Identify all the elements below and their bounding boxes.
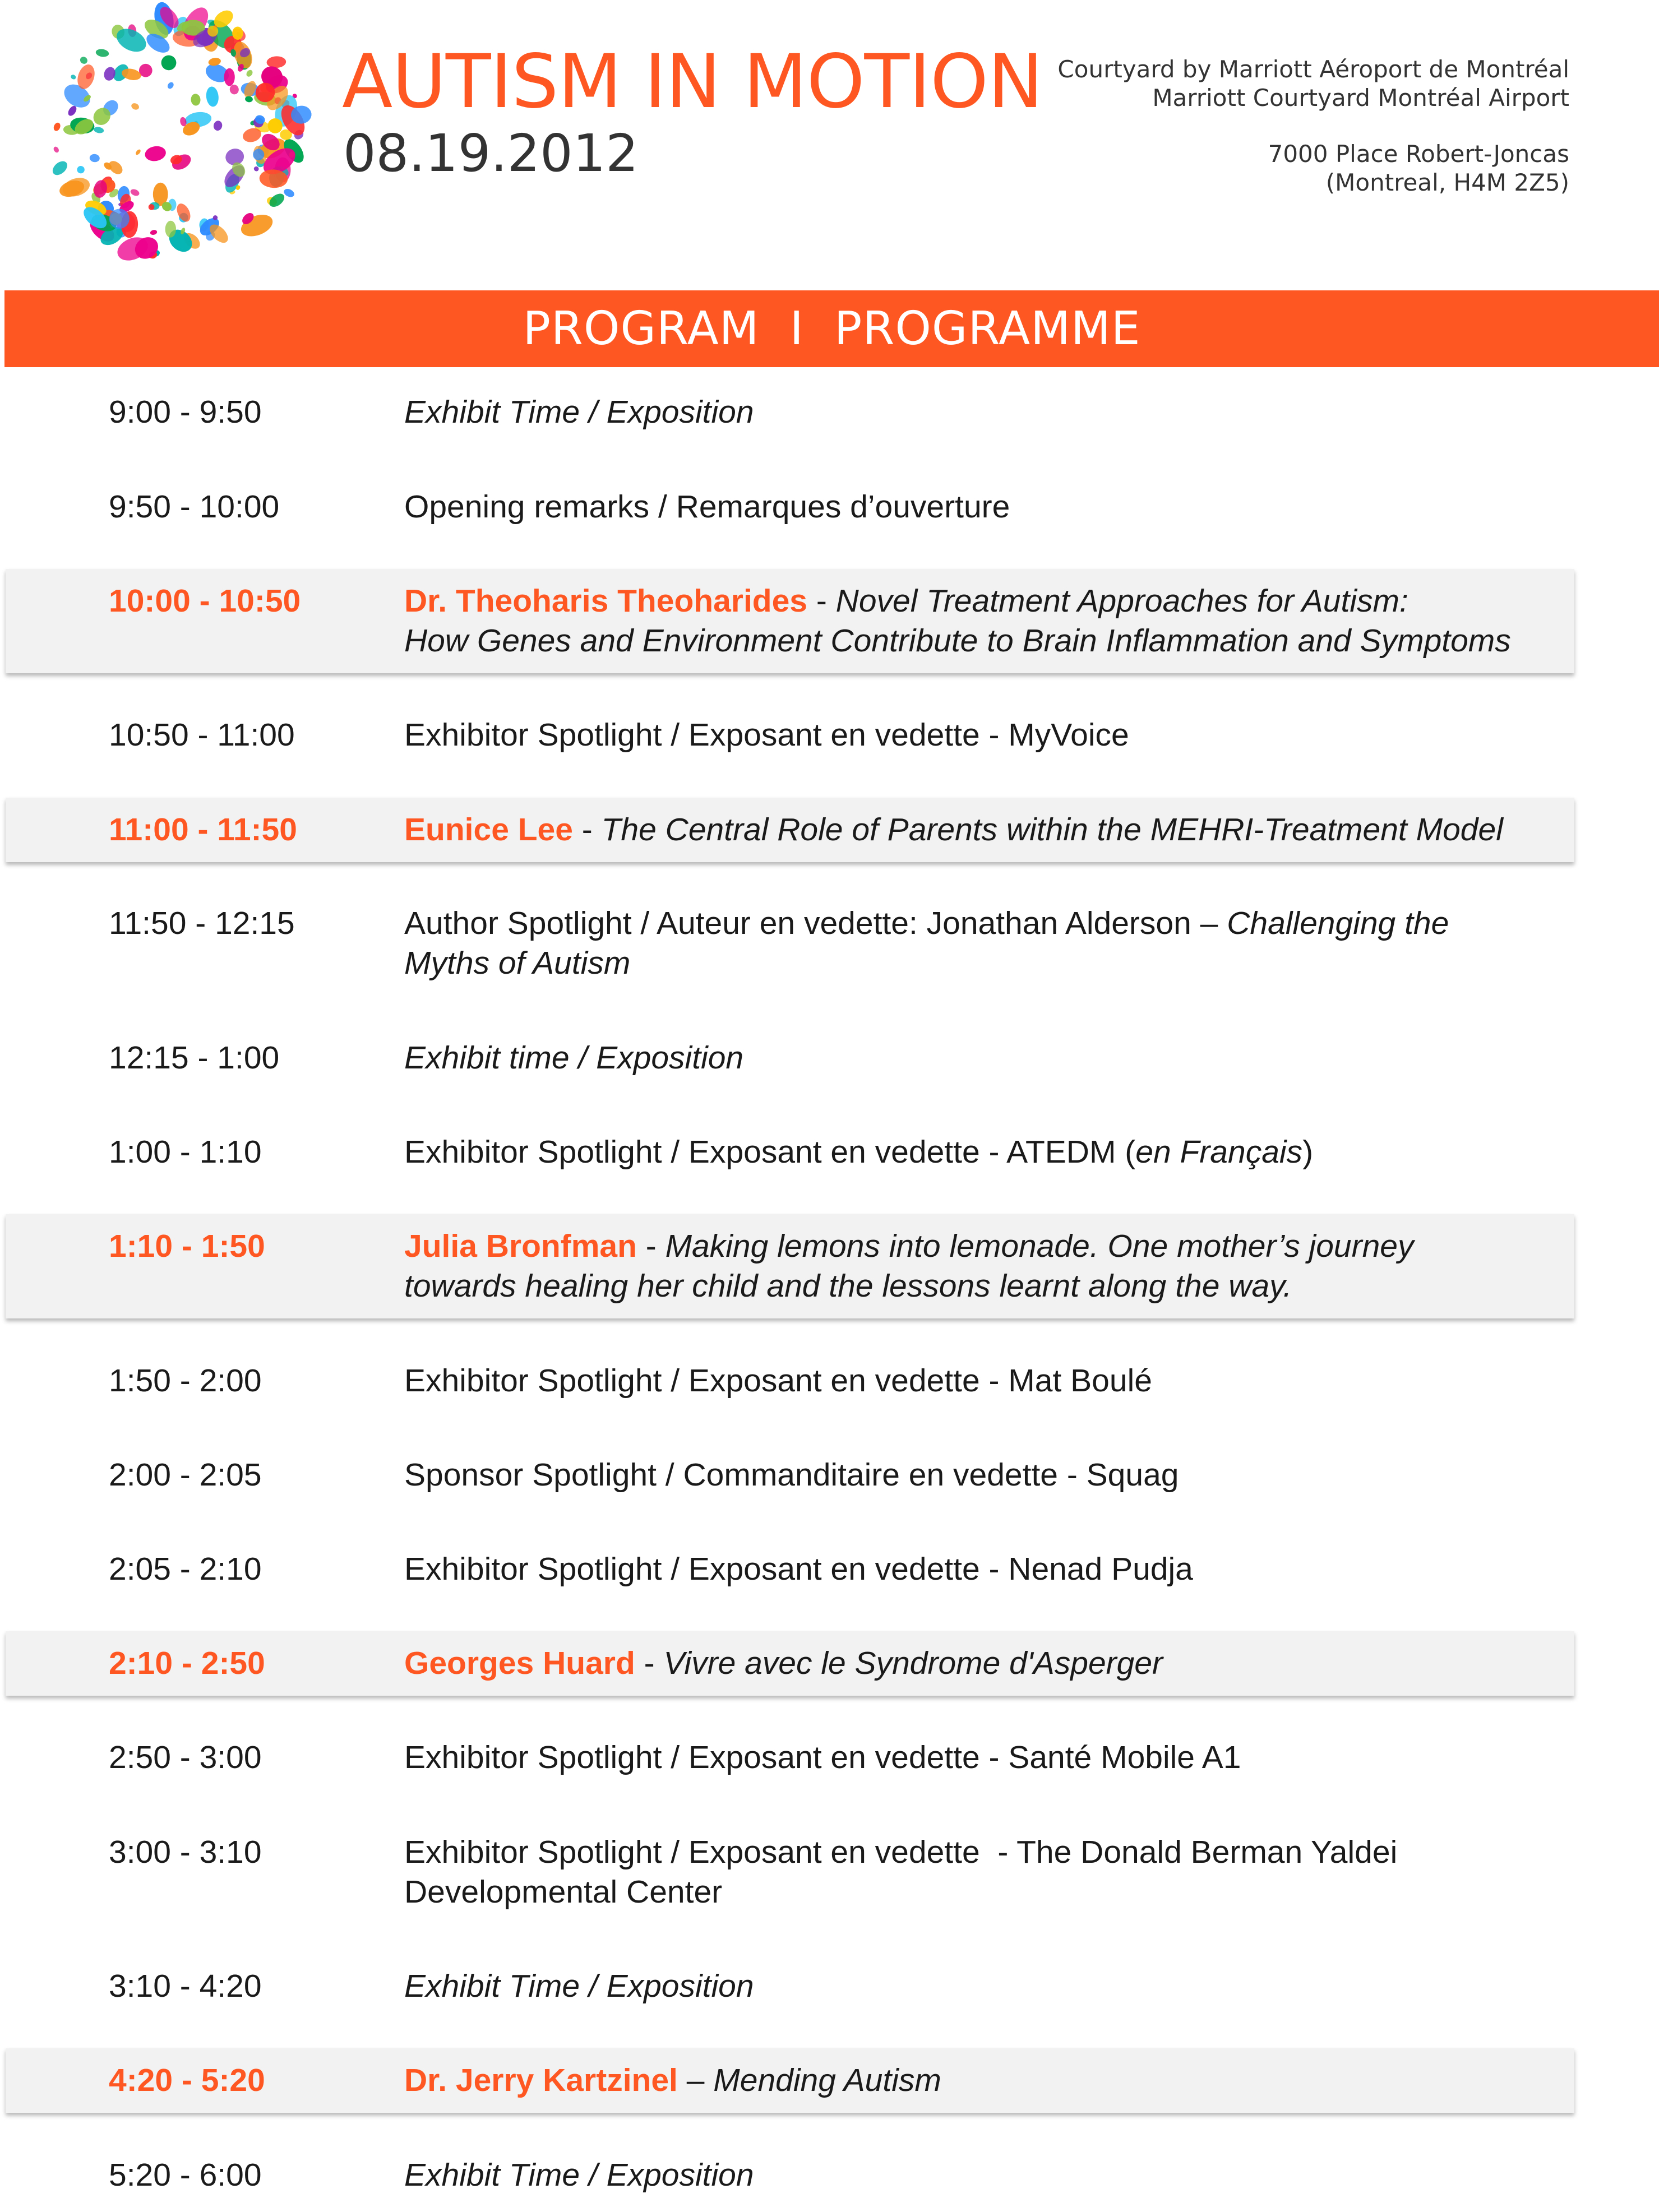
schedule-description — [404, 1738, 1570, 1778]
speaker-name: Dr. Theoharis Theoharides — [404, 583, 808, 619]
logo-dot — [77, 165, 85, 174]
schedule-time: 2:00 - 2:05 — [109, 1457, 262, 1493]
globe-logo-icon — [45, 0, 314, 269]
session-text: Exhibitor Spotlight / Exposant en vedette - ATEDM ( — [404, 1134, 1136, 1170]
session-title: en Français — [1135, 1134, 1303, 1170]
schedule-description — [404, 392, 1570, 432]
session-text: Exhibitor Spotlight / Exposant en vedette - Santé Mobile A1 — [404, 1739, 1241, 1775]
schedule-row — [6, 1966, 1574, 2006]
session-text: ) — [1302, 1134, 1314, 1170]
logo-dot — [130, 188, 140, 197]
schedule-row-featured — [6, 1214, 1574, 1318]
schedule-row — [6, 1038, 1574, 1078]
schedule-time: 11:00 - 11:50 — [109, 812, 297, 848]
schedule-time: 1:50 - 2:00 — [109, 1363, 262, 1399]
session-text: - — [807, 583, 836, 619]
session-text: - — [635, 1645, 664, 1681]
session-title: The Central Role of Parents within the MEHRI-Treatment Model — [601, 812, 1503, 848]
schedule-description — [404, 487, 1570, 527]
speaker-name: Dr. Jerry Kartzinel — [404, 2062, 678, 2098]
session-text: Author Spotlight / Auteur en vedette: Jonathan Alderson – — [404, 905, 1227, 941]
session-text: Exhibitor Spotlight / Exposant en vedette - MyVoice — [404, 717, 1129, 753]
session-text: Developmental Center — [404, 1874, 723, 1910]
speaker-name: Eunice Lee — [404, 812, 573, 848]
session-title: How Genes and Environment Contribute to Brain Inflammation and Symptoms — [404, 623, 1511, 659]
schedule-description — [404, 904, 1570, 983]
schedule-time: 2:10 - 2:50 — [109, 1645, 265, 1681]
logo-dot — [95, 48, 109, 58]
schedule-row — [6, 1738, 1574, 1778]
schedule-row — [6, 392, 1574, 432]
session-title: Mending Autism — [713, 2062, 941, 2098]
session-title: Making lemons into lemonade. One mother’s journey — [665, 1228, 1414, 1264]
session-text: Opening remarks / Remarques d’ouverture — [404, 489, 1010, 525]
logo-dot — [167, 81, 175, 90]
schedule-time: 1:10 - 1:50 — [109, 1228, 265, 1264]
schedule-row-featured — [6, 569, 1574, 673]
session-text: - — [572, 812, 602, 848]
event-title: AUTISM IN MOTION — [342, 39, 1043, 125]
logo-dot — [266, 56, 286, 69]
logo-dot — [93, 126, 104, 134]
venue-name-en: Marriott Courtyard Montréal Airport — [1152, 84, 1569, 112]
schedule-row-featured — [6, 798, 1574, 862]
logo-dot — [238, 211, 275, 240]
schedule-time: 9:00 - 9:50 — [109, 394, 262, 430]
schedule-time: 4:20 - 5:20 — [109, 2062, 265, 2098]
logo-dot — [160, 54, 177, 71]
schedule-time: 2:05 - 2:10 — [109, 1551, 262, 1587]
venue-info — [953, 55, 1569, 197]
session-title: Vivre avec le Syndrome d'Asperger — [663, 1645, 1163, 1681]
speaker-name: Julia Bronfman — [404, 1228, 637, 1264]
schedule-description — [404, 1644, 1570, 1683]
session-text: - — [636, 1228, 666, 1264]
schedule-time: 2:50 - 3:00 — [109, 1739, 262, 1775]
session-title: Novel Treatment Approaches for Autism: — [835, 583, 1408, 619]
schedule-description — [404, 1132, 1570, 1172]
session-text: Exhibitor Spotlight / Exposant en vedette - Mat Boulé — [404, 1363, 1152, 1399]
event-date: 08.19.2012 — [343, 123, 639, 183]
schedule-row — [6, 1361, 1574, 1401]
logo-dot — [89, 154, 100, 163]
schedule-time: 12:15 - 1:00 — [109, 1040, 280, 1076]
schedule-row — [6, 487, 1574, 527]
schedule-description — [404, 715, 1570, 755]
schedule-time: 1:00 - 1:10 — [109, 1134, 262, 1170]
session-title: towards healing her child and the lessons learnt along the way. — [404, 1268, 1292, 1304]
schedule-time: 9:50 - 10:00 — [109, 489, 280, 525]
session-title: Exhibit time / Exposition — [404, 1040, 744, 1076]
logo-dot — [50, 159, 70, 178]
schedule-description — [404, 810, 1570, 850]
session-text: Exhibitor Spotlight / Exposant en vedette - Nenad Pudja — [404, 1551, 1193, 1587]
logo-dot — [144, 145, 167, 163]
schedule-description — [404, 1227, 1570, 1306]
logo-dot — [135, 149, 141, 156]
logo-dot — [205, 86, 219, 107]
logo-dot — [70, 74, 77, 80]
logo-dot — [191, 94, 201, 107]
schedule-time: 11:50 - 12:15 — [109, 905, 295, 941]
session-title: Challenging the — [1227, 905, 1449, 941]
session-title: Exhibit Time / Exposition — [404, 1968, 754, 2004]
program-banner-label: PROGRAM I PROGRAMME — [523, 302, 1141, 355]
logo-dot — [174, 201, 193, 224]
schedule-row — [6, 1132, 1574, 1172]
schedule-row — [6, 1455, 1574, 1495]
schedule-description — [404, 1966, 1570, 2006]
logo-dot — [130, 102, 140, 111]
session-title: Exhibit Time / Exposition — [404, 394, 754, 430]
schedule-description — [404, 2155, 1570, 2195]
schedule-description — [404, 2061, 1570, 2100]
schedule-time: 3:10 - 4:20 — [109, 1968, 262, 2004]
schedule-row — [6, 904, 1574, 983]
schedule-time: 10:00 - 10:50 — [109, 583, 301, 619]
schedule-row-featured — [6, 2048, 1574, 2113]
schedule-row — [6, 715, 1574, 755]
schedule-description — [404, 581, 1570, 661]
schedule-description — [404, 1549, 1570, 1589]
session-title: Exhibit Time / Exposition — [404, 2157, 754, 2193]
logo-dot — [53, 122, 62, 132]
session-text: – — [677, 2062, 714, 2098]
logo-dot — [224, 68, 235, 86]
schedule-time: 10:50 - 11:00 — [109, 717, 295, 753]
schedule-description — [404, 1038, 1570, 1078]
schedule-row-featured — [6, 1631, 1574, 1696]
logo-dot — [283, 187, 295, 198]
address-street: 7000 Place Robert-Joncas — [1268, 140, 1569, 168]
logo-dot — [212, 120, 223, 132]
logo-dot — [150, 229, 158, 235]
logo-dot — [53, 146, 60, 154]
schedule-row — [6, 1549, 1574, 1589]
schedule-time: 3:00 - 3:10 — [109, 1834, 262, 1870]
schedule-time: 5:20 - 6:00 — [109, 2157, 262, 2193]
schedule-description — [404, 1361, 1570, 1401]
session-text: Exhibitor Spotlight / Exposant en vedette - The Donald Berman Yaldei — [404, 1834, 1398, 1870]
speaker-name: Georges Huard — [404, 1645, 635, 1681]
program-banner — [4, 290, 1659, 367]
schedule-description — [404, 1832, 1570, 1912]
schedule-description — [404, 1455, 1570, 1495]
address-city: (Montreal, H4M 2Z5) — [1325, 169, 1569, 196]
logo-dot — [245, 69, 254, 78]
session-text: Sponsor Spotlight / Commanditaire en vedette - Squag — [404, 1457, 1179, 1493]
session-title: Myths of Autism — [404, 945, 631, 981]
logo-dot — [78, 55, 89, 66]
venue-name-fr: Courtyard by Marriott Aéroport de Montréal — [1057, 55, 1569, 83]
schedule-row — [6, 1832, 1574, 1912]
schedule-row — [6, 2155, 1574, 2195]
